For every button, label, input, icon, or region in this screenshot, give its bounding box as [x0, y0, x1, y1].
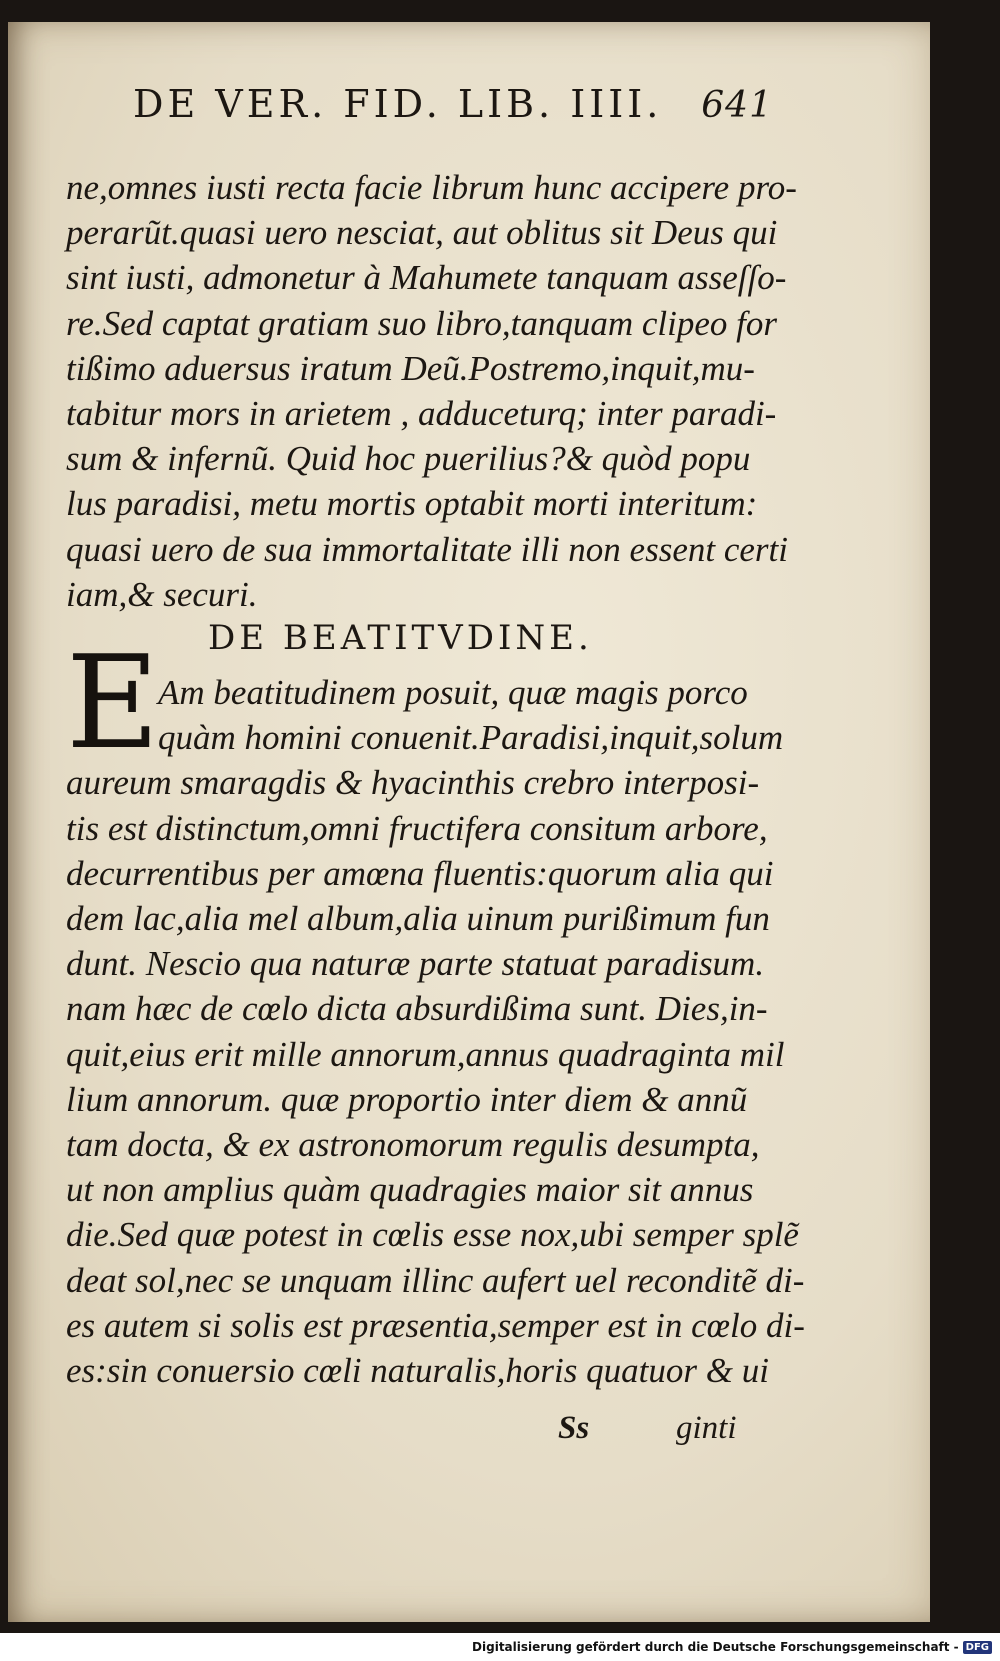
drop-cap: E — [66, 629, 160, 778]
signature-mark: Ss — [558, 1410, 590, 1446]
running-header — [133, 82, 773, 126]
text-line: perarũt.quasi uero nesciat, aut oblitus sit Deus qui — [66, 213, 778, 253]
text-line: sint iusti, admonetur à Mahumete tanquam asseſſo- — [66, 258, 787, 298]
text-line: tabitur mors in arietem , adduceturq; inter paradi- — [66, 394, 777, 434]
section-heading: DE BEATITVDINE. — [208, 618, 593, 658]
text-line: tam docta, & ex astronomorum regulis desumpta, — [66, 1125, 760, 1165]
text-line: dem lac,alia mel album,alia uinum purißimum fun — [66, 899, 770, 939]
text-line: aureum smaragdis & hyacinthis crebro interposi- — [66, 763, 760, 803]
book-page — [8, 22, 930, 1622]
dfg-logo: DFG — [963, 1641, 992, 1654]
text-line: ne,omnes iusti recta facie librum hunc accipere pro- — [66, 168, 797, 207]
text-line: sum & infernũ. Quid hoc puerilius?& quòd popu — [66, 439, 751, 479]
text-block-2 — [66, 670, 805, 1393]
page-foot — [8, 1410, 768, 1460]
footer-credit: Digitalisierung gefördert durch die Deutsche Forschungsgemeinschaft - — [472, 1640, 959, 1654]
text-line: nam hæc de cœlo dicta absurdißima sunt. Dies,in- — [66, 989, 768, 1029]
text-line: es autem si solis est præsentia,semper est in cœlo di- — [66, 1305, 805, 1345]
text-line: lium annorum. quæ proportio inter diem & annũ — [66, 1079, 748, 1119]
text-line: deat sol,nec se unquam illinc aufert uel reconditẽ di- — [66, 1260, 805, 1300]
page-number: 641 — [701, 85, 773, 126]
text-line: quit,eius erit mille annorum,annus quadraginta mil — [66, 1034, 785, 1074]
text-line: die.Sed quæ potest in cœlis esse nox,ubi semper splẽ — [66, 1215, 799, 1255]
text-line: tis est distinctum,omni fructifera consitum arbore, — [66, 808, 768, 848]
text-line: decurrentibus per amœna fluentis:quorum alia qui — [66, 853, 774, 893]
text-line: iam,& securi. — [66, 574, 258, 614]
text-block-1 — [66, 165, 797, 617]
text-line: dunt. Nescio qua naturæ parte statuat paradisum. — [66, 944, 765, 984]
text-line: tißimo aduersus iratum Deũ.Postremo,inquit,mu- — [66, 348, 755, 388]
text-line: quasi uero de sua immortalitate illi non essent certi — [66, 529, 788, 569]
text-line: re.Sed captat gratiam suo libro,tanquam clipeo for — [66, 303, 777, 343]
running-title: DE VER. FID. LIB. IIII. — [133, 82, 663, 126]
catchword: ginti — [676, 1410, 737, 1446]
text-line: quàm homini conuenit.Paradisi,inquit,solum — [158, 718, 784, 758]
text-line: lus paradisi, metu mortis optabit morti interitum: — [66, 484, 758, 524]
text-line: ut non amplius quàm quadragies maior sit annus — [66, 1170, 754, 1210]
text-line: Am beatitudinem posuit, quæ magis porco — [158, 673, 748, 712]
digitization-footer — [0, 1633, 1000, 1661]
text-line: es:sin conuersio cœli naturalis,horis quatuor & ui — [66, 1351, 769, 1391]
